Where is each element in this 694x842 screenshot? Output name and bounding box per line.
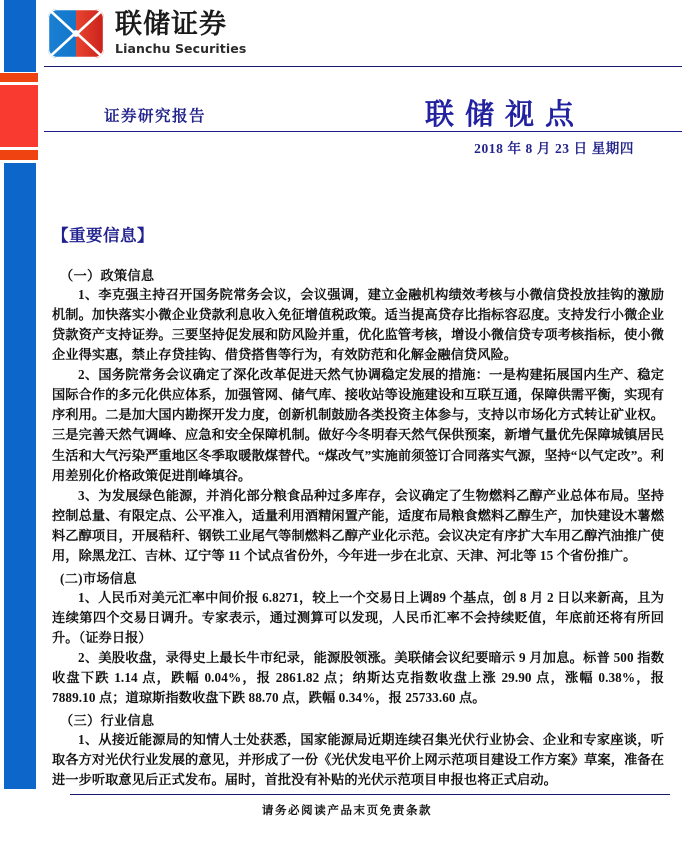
- footer-rule: [70, 794, 670, 795]
- sidebar-bar-orange-lower: [0, 150, 38, 160]
- paragraph: 1、李克强主持召开国务院常务会议，会议强调，建立金融机构绩效考核与小微信贷投放挂钩的激励机制。加快落实小微企业贷款利息收入免征增值税政策。适当提高贷存比指标容忍度。支持发行小微企业贷款资产支持证券。三要坚持促发展和防风险并重，优化监管考核，增设小微信贷专项考核指标，使小微企业得实惠，禁止存贷挂钩、借贷搭售等行为，有效防范和化解金融信贷风险。: [52, 287, 664, 363]
- sidebar-bar-blue-top: [4, 0, 36, 72]
- paragraph: 3、为发展绿色能源，并消化部分粮食品种过多库存，会议确定了生物燃料乙醇产业总体布局。坚持控制总量、有限定点、公平准入，适量利用酒精闲置产能，适度布局粮食燃料乙醇生产，加快建设木薯燃料乙醇项目，开展秸秆、钢铁工业尾气等制燃料乙醇产业化示范。会议决定有序扩大车用乙醇汽油推广使用，除黑龙江、吉林、辽宁等 11 个试点省份外，今年进一步在北京、天津、河北等 15 个省份推广。: [52, 487, 664, 563]
- sidebar-bar-blue-bottom: [4, 163, 36, 789]
- header-rule: [44, 66, 682, 67]
- subsection-label-market: (二)市场信息: [60, 570, 137, 586]
- report-kind-label: 证券研究报告: [104, 108, 207, 125]
- footer-disclaimer: 请务必阅读产品末页免责条款: [261, 805, 433, 817]
- sidebar-bar-orange-upper: [0, 73, 38, 82]
- paragraph: 2、美股收盘，录得史上最长牛市纪录，能源股领涨。美联储会议纪要暗示 9 月加息。标普 500 指数收盘下跌 1.14 点，跌幅 0.04%，报 2861.82 点；纳斯达克指数收盘上涨 29.90 点，涨幅 0.38%，报 7889.10 点；道琼斯指数收盘下跌 88.70 点，跌幅 0.34%，报 25733.60 点。: [52, 650, 664, 706]
- brand-name-en: Lianchu Securities: [115, 41, 247, 57]
- sidebar-bar-red: [0, 85, 38, 147]
- brand-name-cn: 联储证券: [115, 8, 227, 40]
- left-color-bars: [0, 0, 38, 842]
- brand-logo-block: [48, 9, 246, 58]
- paragraph: 2、国务院常务会议确定了深化改革促进天然气协调稳定发展的措施：一是构建拓展国内生产、稳定国际合作的多元化供应体系，加强管网、储气库、接收站等设施建设和互联互通，保障供需平衡，实现有序利用。二是加大国内勘探开发力度，创新机制鼓励各类投资主体参与，支持以市场化方式转让矿业权。三是完善天然气调峰、应急和安全保障机制。做好今冬明春天然气保供预案，新增气量优先保障城镇居民生活和大气污染严重地区冬季取暖散煤替代。“煤改气”实施前须签订合同落实气源，坚持“以气定改”。利用差别化价格政策促进削峰填谷。: [52, 367, 664, 483]
- subsection-label-industry: （三）行业信息: [60, 713, 155, 729]
- document-body: [52, 222, 664, 790]
- page-title: 联储视点: [425, 99, 586, 131]
- important-information-heading: 【重要信息】: [52, 226, 154, 245]
- banner-rule: [44, 131, 682, 132]
- publication-date: 2018 年 8 月 23 日 星期四: [474, 141, 634, 156]
- brand-wordmark: [115, 8, 247, 57]
- paragraph: 1、人民币对美元汇率中间价报 6.8271，较上一个交易日上调89 个基点，创 8 月 2 日以来新高，且为连续第四个交易日调升。专家表示，通过测算可以发现，人民币汇率不会持续贬值，年底前还将有所回升。（证券日报）: [52, 589, 664, 645]
- bowtie-logo-icon: [48, 9, 104, 58]
- subsection-label-policy: （一）政策信息: [60, 268, 155, 283]
- paragraph: 1、从接近能源局的知情人士处获悉，国家能源局近期连续召集光伏行业协会、企业和专家座谈，听取各方对光伏行业发展的意见，并形成了一份《光伏发电平价上网示范项目建设工作方案》草案，准备在进一步听取意见后正式发布。届时，首批没有补贴的光伏示范项目申报也将正式启动。: [52, 732, 664, 788]
